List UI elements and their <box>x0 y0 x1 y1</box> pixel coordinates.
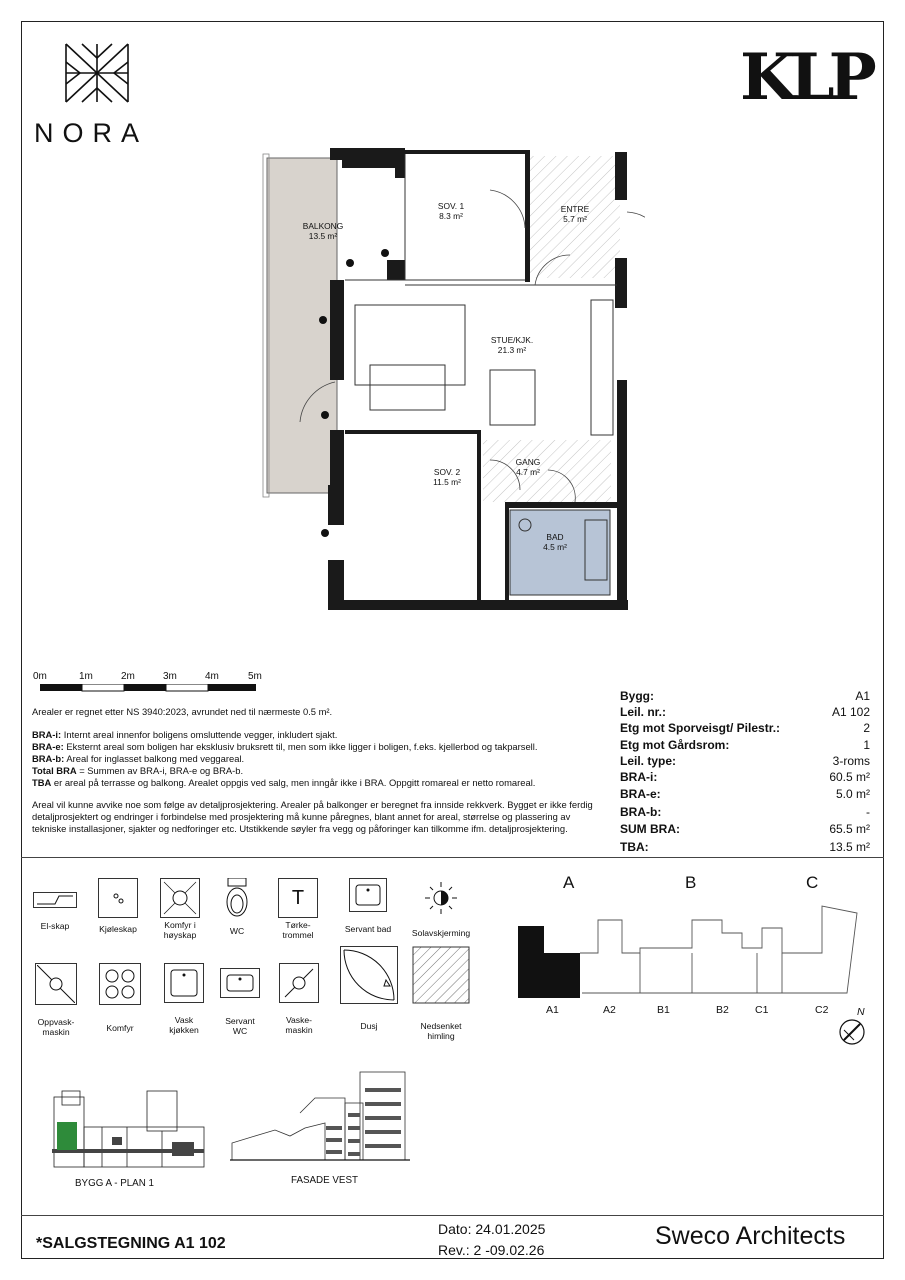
divider <box>21 1215 884 1216</box>
building-label-a: A <box>563 873 575 892</box>
scale-bar <box>40 684 258 692</box>
legend-komfyr: Komfyr <box>95 963 145 1033</box>
brand-name: NORA <box>34 118 149 148</box>
legend-dusj: Dusj <box>337 946 401 1031</box>
revision-text: Rev.: 2 -09.02.26 <box>438 1242 545 1258</box>
legend-servant-bad: Servant bad <box>338 878 398 934</box>
legend-kjoleskap: Kjøleskap <box>93 878 143 934</box>
north-label: N <box>857 1006 865 1018</box>
date-text: Dato: 24.01.2025 <box>438 1221 546 1237</box>
section-label-a1: A1 <box>546 1004 559 1016</box>
legend-nedsenket-himling: Nedsenket himling <box>408 946 474 1041</box>
building-label-b: B <box>685 873 697 892</box>
building-label-c: C <box>806 873 819 892</box>
section-label-c1: C1 <box>755 1004 769 1016</box>
legend-solavskjerming: Solavskjerming <box>406 880 476 938</box>
room-sov2: SOV. 2 11.5 m² <box>433 467 461 487</box>
sun-shade-icon <box>421 880 461 916</box>
area-notes: Arealer er regnet etter NS 3940:2023, avrundet ned til nærmeste 0.5 m². BRA-i: Internt areal innenfor boligens omsluttende vegger, inkludert sjakt. BRA-e: Eksternt areal som boligen har eksklusiv bruksrett til, men som ikke ligger i boligen, f.eks. kjellerbod og takparsell. BRA-b: Areal for inglasset balkong med veggareal. Total BRA = Summen av BRA-i, BRA-e og BRA-b. TBA er areal på terrasse og balkong. Arealet oppgis ved salg, men inngår ikke i BRA. Oppgitt romareal er netto romareal. Areal vil kunne avvike noe som følge av detaljprosjektering. Arealer på balkonger er beregnet fra innside rekkverk. Bygget er ikke ferdig detaljprosjektert og endringer i forbindelse med prosjektering må kunne påregnes, blant annet for areal, størrelse og plassering av tekniske installasjoner, sjakter og nedforinger etc. Utstikkende søyler fra vegg og påforinger kan tilkomme ifm. detaljprosjektering. <box>32 706 593 835</box>
facade-caption: FASADE VEST <box>291 1175 358 1186</box>
room-stue-kjk: STUE/KJK. 21.3 m² <box>490 335 534 355</box>
section-label-c2: C2 <box>815 1004 829 1016</box>
legend-komfyr-hoyskap: Komfyr i høyskap <box>155 878 205 940</box>
room-bad: BAD 4.5 m² <box>543 532 567 552</box>
section-label-b2: B2 <box>716 1004 729 1016</box>
north-arrow-icon <box>838 1018 866 1046</box>
client-logo: KLP <box>740 40 871 115</box>
section-label-b1: B1 <box>657 1004 670 1016</box>
legend-servant-wc: Servant WC <box>214 968 266 1036</box>
room-balkong: BALKONG 13.5 m² <box>302 221 344 241</box>
architect-name: Sweco Architects <box>655 1222 846 1250</box>
section-label-a2: A2 <box>603 1004 616 1016</box>
facade-thumbnail <box>230 1068 410 1168</box>
plan-caption: BYGG A - PLAN 1 <box>75 1178 154 1189</box>
drawing-title: *SALGSTEGNING A1 102 <box>36 1235 226 1252</box>
legend-torketrommel: T Tørke- trommel <box>273 878 323 940</box>
legend-vaskemaskin: Vaske- maskin <box>273 963 325 1035</box>
drawing-dates <box>438 1219 545 1261</box>
room-sov1: SOV. 1 8.3 m² <box>437 201 465 221</box>
legend-oppvaskmaskin: Oppvask- maskin <box>30 963 82 1037</box>
apartment-info-table: Bygg: A1 Leil. nr.: A1 102 Etg mot Sporveisgt/ Pilestr.: 2 Etg mot Gårdsrom: 1 Leil. type: 3-roms BRA-i: 60.5 m² BRA-e: 5.0 m² BRA-b: - SUM BRA: 65.5 m² TBA: 13.5 m² <box>620 689 870 854</box>
plan-thumbnail <box>52 1087 210 1175</box>
room-gang: GANG 4.7 m² <box>515 457 541 477</box>
key-plan <box>512 898 862 1000</box>
room-entre: ENTRE 5.7 m² <box>560 204 590 224</box>
legend-wc: WC <box>212 878 262 936</box>
legend-el-skap: El-skap <box>30 880 80 931</box>
legend-vask-kjokken: Vask kjøkken <box>158 963 210 1035</box>
nora-logo-icon <box>64 42 130 104</box>
